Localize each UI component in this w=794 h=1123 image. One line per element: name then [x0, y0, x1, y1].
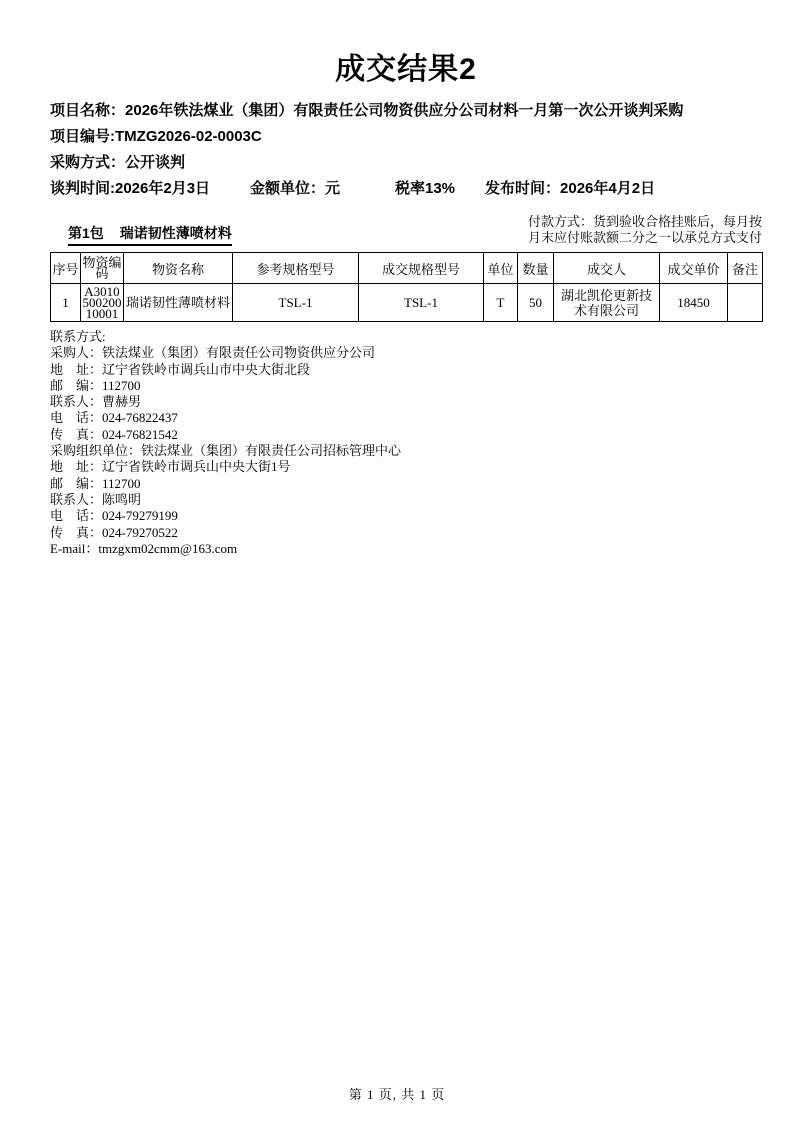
- contact-line-zip1: 邮 编：112700: [50, 377, 141, 393]
- result-table: [50, 252, 763, 322]
- header-seq: 序号: [51, 253, 81, 284]
- header-deal-spec: 成交规格型号: [359, 253, 484, 284]
- project-number-value: TMZG2026-02-0003C: [115, 128, 262, 145]
- contact-line-buyer: 采购人：铁法煤业（集团）有限责任公司物资供应分公司: [50, 345, 376, 361]
- table-row: [51, 284, 763, 322]
- cell-unit: T: [484, 284, 518, 322]
- cell-deal-spec: TSL-1: [359, 284, 484, 322]
- document-content: [0, 0, 794, 557]
- contact-line-phone2: 电 话：024-79279199: [50, 508, 178, 524]
- contact-line-zip2: 邮 编：112700: [50, 475, 141, 491]
- header-material-name: 物资名称: [124, 253, 233, 284]
- header-unit-price: 成交单价: [660, 253, 728, 284]
- header-unit: 单位: [484, 253, 518, 284]
- header-winner: 成交人: [554, 253, 660, 284]
- tax-rate: 税率13%: [395, 180, 456, 197]
- cell-seq: 1: [51, 284, 81, 322]
- cell-winner: 湖北凯伦更新技术有限公司: [554, 284, 660, 322]
- contact-block: [50, 329, 762, 557]
- header-note: 备注: [728, 253, 763, 284]
- amount-unit: 金额单位：元: [250, 180, 341, 197]
- cell-note: [728, 284, 763, 322]
- project-name-label: 项目名称：: [50, 102, 126, 119]
- project-number-line: [50, 124, 762, 150]
- cell-unit-price: 18450: [660, 284, 728, 322]
- contact-title: 联系方式:: [50, 329, 106, 344]
- procurement-method-line: [50, 150, 762, 176]
- page-title: 成交结果2: [335, 53, 477, 86]
- payment-terms-line1: 付款方式：货到验收合格挂账后，每月按: [527, 214, 762, 229]
- page-number-footer: 第 1 页, 共 1 页: [348, 1087, 446, 1102]
- procurement-method-value: 公开谈判: [125, 154, 186, 171]
- cell-material-code: A301050020010001: [82, 284, 122, 321]
- pre-table-row: [50, 214, 762, 246]
- contact-line-address1: 地 址：辽宁省铁岭市调兵山市中央大街北段: [50, 361, 311, 377]
- table-header-row: [51, 253, 763, 284]
- cell-material-name: 瑞诺韧性薄喷材料: [124, 284, 233, 322]
- header-ref-spec: 参考规格型号: [233, 253, 359, 284]
- package-label: 第1包: [68, 225, 104, 241]
- payment-terms: [528, 214, 762, 246]
- contact-line-email: E-mail：tmzgxm02cmm@163.com: [50, 540, 238, 556]
- project-name-line: [50, 98, 762, 124]
- payment-terms-line2: 月末应付账款额二分之一以承兑方式支付: [527, 230, 762, 245]
- contact-line-organizer: 采购组织单位：铁法煤业（集团）有限责任公司招标管理中心: [50, 443, 402, 459]
- procurement-method-label: 采购方式：: [50, 154, 126, 171]
- contact-line-person1: 联系人：曹赫男: [50, 394, 142, 410]
- contact-line-fax1: 传 真：024-76821542: [50, 426, 178, 442]
- header-quantity: 数量: [518, 253, 554, 284]
- contact-line-phone1: 电 话：024-76822437: [50, 410, 178, 426]
- cell-ref-spec: TSL-1: [233, 284, 359, 322]
- negotiation-time: 谈判时间:2026年2月3日: [50, 180, 211, 197]
- package-heading: [68, 223, 232, 246]
- project-number-label: 项目编号:: [50, 128, 115, 145]
- project-name-value: 2026年铁法煤业（集团）有限责任公司物资供应分公司材料一月第一次公开谈判采购: [125, 102, 684, 119]
- contact-line-person2: 联系人：陈鸣明: [50, 491, 142, 507]
- negotiation-info-line: [50, 176, 762, 202]
- contact-line-fax2: 传 真：024-79270522: [50, 524, 178, 540]
- cell-quantity: 50: [518, 284, 554, 322]
- package-name: 瑞诺韧性薄喷材料: [119, 225, 232, 241]
- contact-line-address2: 地 址：辽宁省铁岭市调兵山中央大街1号: [50, 459, 291, 475]
- publish-time: 发布时间：2026年4月2日: [485, 180, 656, 197]
- header-material-code: 物资编码: [81, 253, 124, 284]
